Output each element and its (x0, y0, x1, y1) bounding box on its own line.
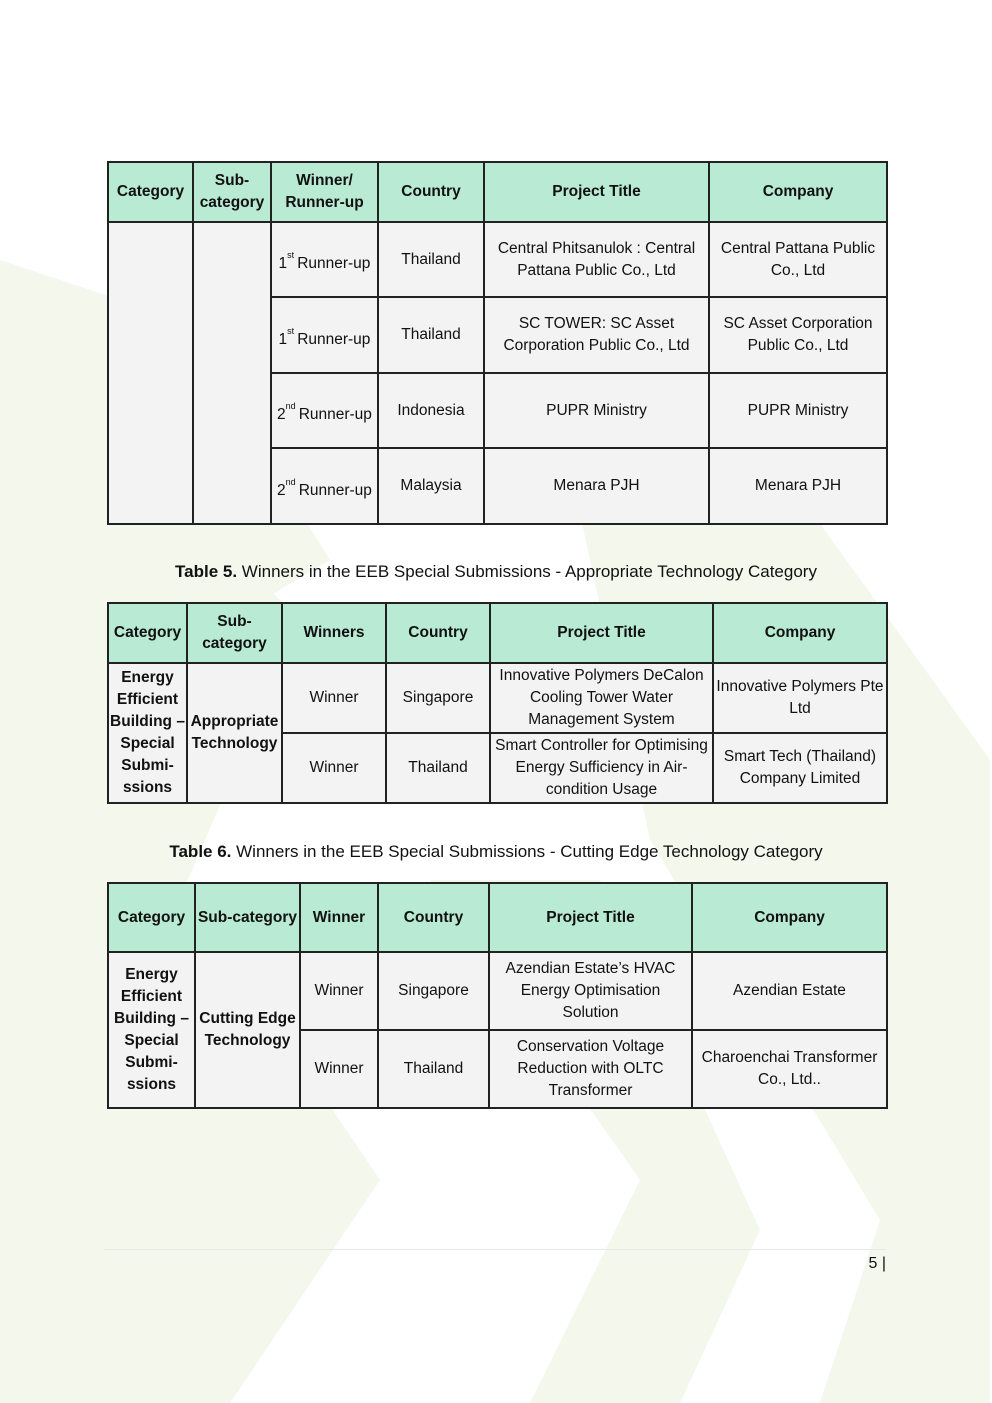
company-cell: Azendian Estate (692, 952, 887, 1030)
rank-suffix: st (287, 250, 295, 260)
header-company: Company (709, 162, 887, 222)
table-6-caption (0, 842, 992, 862)
project-title-cell: Innovative Polymers DeCalon Cooling Tower Water Management System (490, 663, 713, 733)
rank-cell (271, 373, 378, 448)
company-cell: Central Pattana Public Co., Ltd (709, 222, 887, 297)
subcategory-cell (193, 222, 271, 524)
rank-label: Runner-up (298, 406, 372, 423)
project-title-cell: Smart Controller for Optimising Energy Sufficiency in Air-condition Usage (490, 733, 713, 803)
table-header-row (108, 603, 887, 663)
header-country: Country (378, 883, 489, 952)
header-project-title: Project Title (489, 883, 692, 952)
header-subcategory: Sub- category (187, 603, 282, 663)
table-5-caption (0, 562, 992, 582)
category-cell: Energy Efficient Building – Special Submi- ssions (108, 952, 195, 1108)
winner-cell: Winner (300, 952, 378, 1030)
company-cell: Smart Tech (Thailand) Company Limited (713, 733, 887, 803)
project-title-cell: Conservation Voltage Reduction with OLTC Transformer (489, 1030, 692, 1108)
category-cell (108, 222, 193, 524)
runner-up-table (107, 161, 888, 525)
table-row (108, 222, 887, 297)
table-row (108, 952, 887, 1030)
company-cell: Charoenchai Transformer Co., Ltd.. (692, 1030, 887, 1108)
header-winners: Winners (282, 603, 386, 663)
rank-label: Runner-up (297, 330, 371, 348)
country-cell: Thailand (378, 1030, 489, 1108)
category-cell: Energy Efficient Building – Special Submi- ssions (108, 663, 187, 803)
header-company: Company (692, 883, 887, 952)
header-project-title: Project Title (484, 162, 709, 222)
caption-text: Winners in the EEB Special Submissions - Appropriate Technology Category (237, 562, 817, 581)
project-title-cell: Azendian Estate’s HVAC Energy Optimisation Solution (489, 952, 692, 1030)
project-title-cell: Menara PJH (484, 448, 709, 524)
rank-suffix: nd (285, 401, 296, 411)
header-category: Category (108, 162, 193, 222)
subcategory-cell: Appropriate Technology (187, 663, 282, 803)
header-country: Country (386, 603, 490, 663)
project-title-cell: PUPR Ministry (484, 373, 709, 448)
caption-label: Table 6. (169, 842, 232, 861)
project-title-cell: Central Phitsanulok : Central Pattana Public Co., Ltd (484, 222, 709, 297)
header-winner: Winner (300, 883, 378, 952)
caption-label: Table 5. (175, 562, 238, 581)
header-subcategory: Sub- category (193, 162, 271, 222)
footer-divider (104, 1249, 886, 1250)
rank-number: 2 (277, 406, 286, 423)
country-cell: Singapore (386, 663, 490, 733)
header-category: Category (108, 883, 195, 952)
country-cell: Malaysia (378, 448, 484, 524)
rank-number: 2 (277, 481, 286, 499)
company-cell: Menara PJH (709, 448, 887, 524)
rank-suffix: nd (285, 476, 296, 487)
header-project-title: Project Title (490, 603, 713, 663)
header-country: Country (378, 162, 484, 222)
winner-cell: Winner (300, 1030, 378, 1108)
country-cell: Thailand (386, 733, 490, 803)
company-cell: PUPR Ministry (709, 373, 887, 448)
table-row (108, 663, 887, 733)
page-number: 5 | (868, 1255, 886, 1272)
winner-cell: Winner (282, 733, 386, 803)
rank-number: 1 (278, 330, 288, 348)
header-category: Category (108, 603, 187, 663)
company-cell: SC Asset Corporation Public Co., Ltd (709, 297, 887, 373)
country-cell: Singapore (378, 952, 489, 1030)
company-cell: Innovative Polymers Pte Ltd (713, 663, 887, 733)
country-cell: Indonesia (378, 373, 484, 448)
winner-cell: Winner (282, 663, 386, 733)
appropriate-technology-table (107, 602, 888, 804)
rank-number: 1 (278, 255, 288, 272)
header-subcategory: Sub-category (195, 883, 300, 952)
rank-cell (271, 222, 378, 297)
rank-label: Runner-up (298, 481, 372, 499)
rank-cell (271, 297, 378, 373)
country-cell: Thailand (378, 222, 484, 297)
rank-cell (271, 448, 378, 524)
header-winner-runner-up: Winner/ Runner-up (271, 162, 378, 222)
header-company: Company (713, 603, 887, 663)
rank-label: Runner-up (297, 255, 371, 272)
project-title-cell: SC TOWER: SC Asset Corporation Public Co., Ltd (484, 297, 709, 373)
cutting-edge-technology-table (107, 882, 888, 1109)
table-header-row (108, 883, 887, 952)
caption-text: Winners in the EEB Special Submissions - Cutting Edge Technology Category (231, 842, 823, 861)
table-header-row (108, 162, 887, 222)
country-cell: Thailand (378, 297, 484, 373)
rank-suffix: st (287, 325, 295, 336)
subcategory-cell: Cutting Edge Technology (195, 952, 300, 1108)
